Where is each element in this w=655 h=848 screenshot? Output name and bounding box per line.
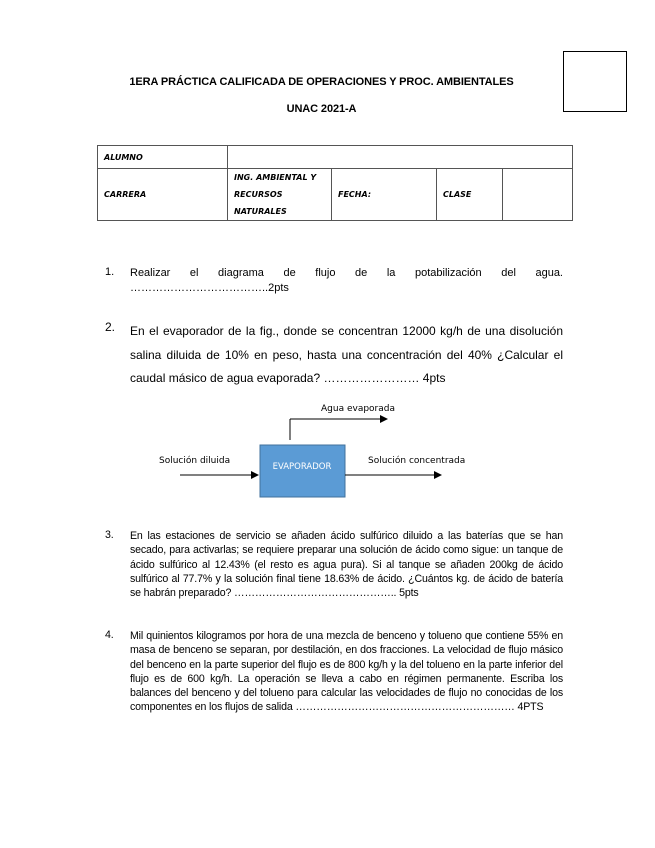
input-label: Solución diluida (159, 456, 231, 466)
student-info-table (97, 145, 573, 221)
question-number: 1. (105, 266, 115, 278)
fecha-label: FECHA: (332, 169, 437, 221)
carrera-value-line: ING. AMBIENTAL Y (234, 173, 317, 182)
question-item (105, 266, 563, 296)
question-item (105, 320, 563, 391)
question-number: 3. (105, 529, 114, 541)
document-title: 1ERA PRÁCTICA CALIFICADA DE OPERACIONES Y PROC. AMBIENTALES (129, 76, 514, 88)
vapor-label: Agua evaporada (321, 404, 395, 414)
carrera-value (228, 169, 332, 221)
question-number: 4. (105, 629, 114, 641)
question-text: En el evaporador de la fig., donde se concentran 12000 kg/h de una disolución salina diluida de 10% en peso, hasta una concentración del 40% ¿Calcular el caudal másico de agua evaporada? …………………… 4pts (130, 324, 563, 385)
alumno-field[interactable] (228, 146, 573, 169)
question-item (105, 529, 563, 600)
output-label: Solución concentrada (368, 456, 466, 466)
document-subtitle: UNAC 2021-A (286, 103, 357, 115)
carrera-label: CARRERA (98, 169, 228, 221)
question-text: Mil quinientos kilogramos por hora de una mezcla de benceno y tolueno que contiene 55% en masa de benceno se separan, por destilación, en dos fracciones. La velocidad de flujo másico del benceno en la parte superior del flujo es de 800 kg/h y la del tolueno en la parte inferior del flujo es de 600 kg/h. La operación se lleva a cabo en régimen permanente. Escriba los balances del benceno y del tolueno para calcular las velocidades de flujo no conocidas de los componentes en los flujos de salida ……………………………………………………… 4PTS (130, 630, 563, 714)
question-text: En las estaciones de servicio se añaden ácido sulfúrico diluido a las baterías que se han secado, para activarlas; se requiere preparar una solución de ácido como sigue: un tanque de ácido sulfúrico al 12.43% (el resto es agua pura). Si al tanque se añaden 200kg de ácido sulfúrico al 77.7% y la solución final tiene 18.63% de ácido. ¿Cuántos kg. de ácido de batería se habrán preparado? ……………………………………….. 5pts (130, 530, 563, 600)
clase-field[interactable] (503, 169, 573, 221)
evaporator-label: EVAPORADOR (272, 462, 332, 472)
question-number: 2. (105, 320, 116, 334)
carrera-value-line: NATURALES (234, 207, 287, 216)
question-item (105, 629, 563, 715)
clase-label: CLASE (437, 169, 503, 221)
carrera-value-line: RECURSOS (234, 190, 283, 199)
evaporator-diagram (150, 395, 490, 505)
alumno-label: ALUMNO (98, 146, 228, 169)
question-text: Realizar el diagrama de flujo de la potabilización del agua. ………………………………..2pts (130, 267, 563, 294)
